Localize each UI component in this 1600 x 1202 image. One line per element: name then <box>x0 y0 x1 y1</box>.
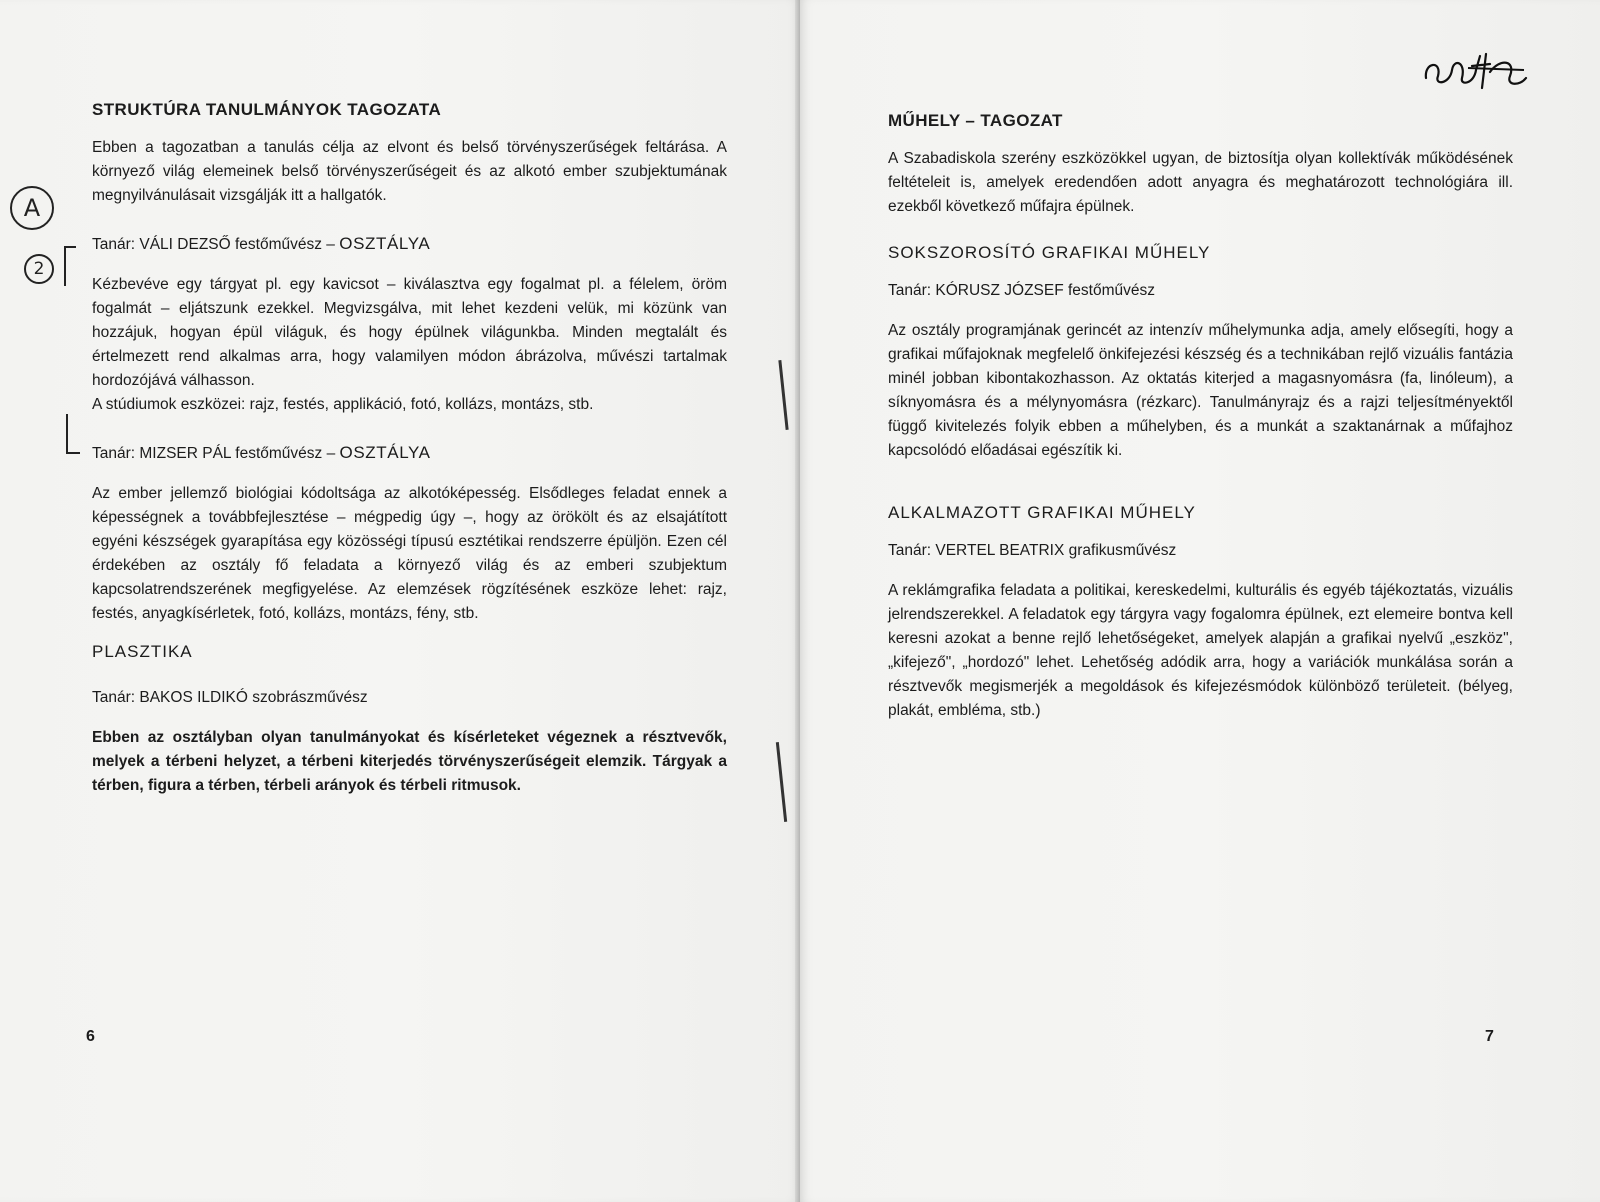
teacher-line-korusz: Tanár: KÓRUSZ JÓZSEF festőművész <box>888 282 1156 299</box>
teacher-line-mizser <box>92 441 727 466</box>
section-heading-plastic: PLASZTIKA <box>92 642 193 661</box>
page-number-left: 6 <box>86 1028 95 1045</box>
structure-intro-paragraph: Ebben a tagozatban a tanulás célja az elvont és belső törvényszerűségek feltárása. A környező világ elemeinek belső törvényszerűségeit és az alkotó ember szubjektumának megnyilvánulásait vizsgálják itt a hallgatók. <box>92 139 727 204</box>
page-number-right: 7 <box>1485 1028 1494 1045</box>
teacher-line-vali <box>92 232 727 257</box>
workshop-intro-paragraph: A Szabadiskola szerény eszközökkel ugyan, de biztosítja olyan kollektívák működésének feltételeit is, amelyek eredendően adott anyagra és meghatározott technológiára ill. ezekből következő műfajra épülnek. <box>888 150 1513 215</box>
mizser-paragraph: Az ember jellemző biológiai kódoltsága az alkotóképesség. Elsődleges feladat ennek a képességnek a továbbfejlesztése – mégpedig úgy –, hogy az örökölt és az elsajátított egyéni készségek gyarapítása egy közösségi típusú esztétikai rendszerre épüljön. Ezen cél érdekében az osztály fő feladata a környező világ és az emberi szubjektum kapcsolatrendszerének megfigyelése. Az elemzések rögzítésének eszköze lehet: rajz, festés, anyagkísérletek, fotó, kollázs, montázs, fény, stb. <box>92 485 727 622</box>
class-label: OSZTÁLYA <box>339 443 431 462</box>
right-page <box>800 0 1600 1202</box>
margin-circle-a-mark: A <box>10 186 54 230</box>
vali-paragraph-1: Kézbevéve egy tárgyat pl. egy kavicsot – kiválasztva egy fogalmat pl. a félelem, öröm fogalmát – eljátszunk ezekkel. Megvizsgálva, mit lehet kezdeni velük, mi közünk van hozzájuk, hogyan épül világuk, és hogy épülnek világunkba. Minden megtalált és értelmezett rend alkalmas arra, hogy valamilyen módon ábrázolva, művészi tartalmak hordozójává válhasson. <box>92 276 727 389</box>
vali-paragraph-2: A stúdiumok eszközei: rajz, festés, applikáció, fotó, kollázs, montázs, stb. <box>92 396 594 413</box>
section-heading-structure: STRUKTÚRA TANULMÁNYOK TAGOZATA <box>92 100 442 119</box>
teacher-name: Tanár: MIZSER PÁL festőművész – <box>92 445 336 462</box>
left-column <box>92 100 727 814</box>
plastic-paragraph: Ebben az osztályban olyan tanulmányokat és kísérleteket végeznek a résztvevők, melyek a térbeni helyzet, a térbeni kiterjedés törvényszerűségeit elemzik. Tárgyak a térben, figura a térben, térbeli arányok és térbeli ritmusok. <box>92 729 727 794</box>
section-heading-workshop: MŰHELY – TAGOZAT <box>888 111 1063 130</box>
margin-circle-2-mark: 2 <box>24 254 54 284</box>
section-heading-applied-workshop: ALKALMAZOTT GRAFIKAI MŰHELY <box>888 503 1196 522</box>
teacher-line-bakos: Tanár: BAKOS ILDIKÓ szobrászművész <box>92 689 368 706</box>
class-label: OSZTÁLYA <box>339 234 431 253</box>
margin-bracket-bottom-mark <box>66 414 80 454</box>
margin-bracket-top-mark <box>64 246 76 286</box>
teacher-name: Tanár: VÁLI DEZSŐ festőművész – <box>92 236 335 253</box>
section-heading-print-workshop: SOKSZOROSÍTÓ GRAFIKAI MŰHELY <box>888 243 1211 262</box>
teacher-line-vertel: Tanár: VERTEL BEATRIX grafikusművész <box>888 542 1177 559</box>
right-column <box>888 103 1513 739</box>
handwritten-signature-mark <box>1420 48 1530 92</box>
print-workshop-paragraph: Az osztály programjának gerincét az intenzív műhelymunka adja, amely elősegíti, hogy a grafikai műfajoknak megfelelő önkifejezési készség és a technikában rejlő vizuális fantázia minél jobban kibontakozhasson. Az oktatás kiterjed a magasnyomásra (fa, linóleum), a síknyomásra és a mélynyomásra (rézkarc). Tanulmányrajz és a rajzi teljesítményektől függő kivitelezés folyik ebben a műhelyben, és a munkát a szaktanárnak a műfajhoz kapcsolódó előadásai egészítik ki. <box>888 322 1513 459</box>
applied-workshop-paragraph: A reklámgrafika feladata a politikai, kereskedelmi, kulturális és egyéb tájékoztatás, vizuális jelrendszerekkel. A feladatok egy tárgyra vagy fogalomra épülnek, ezt elemeire bontva kell keresni azokat a benne rejlő lehetőségeket, amelyek alapján a grafikai nyelvű „eszköz", „kifejező", „hordozó" lehet. Lehetőség adódik arra, hogy a variációk munkálása során a résztvevők megismerjék a megoldások és kifejezésmódok különböző területeit. (bélyeg, plakát, embléma, stb.) <box>888 582 1513 719</box>
